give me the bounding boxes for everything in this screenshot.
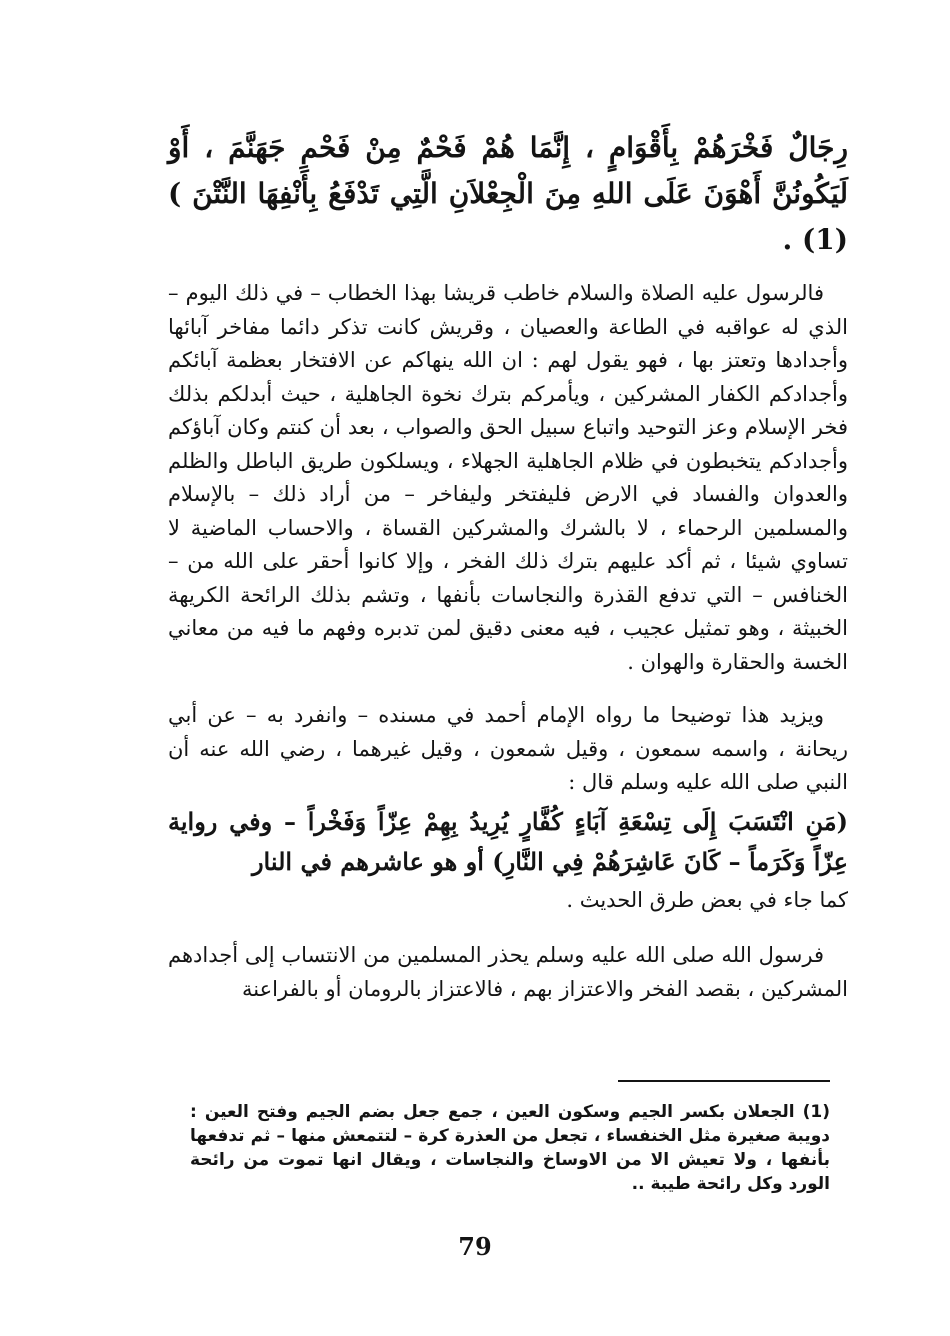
footnote: [190, 1100, 830, 1196]
page-number: 79: [458, 1232, 492, 1261]
closing-paragraph: فرسول الله صلى الله عليه وسلم يحذر المسلمين من الانتساب إلى أجدادهم المشركين ، بقصد الفخر والاعتزاز بهم ، فالاعتزاز بالرومان أو بالفراعنة: [168, 943, 848, 1001]
quran-verse: رِجَالٌ فَخْرَهُمْ بِأَقْوَامٍ ، إِنَّمَا هُمْ فَحْمٌ مِنْ فَحْمِ جَهَنَّمَ ، أَوْ لَيَكُونُنَّ أَهْوَنَ عَلَى اللهِ مِنَ الْجِعْلاَنِ الَّتِي تَدْفَعُ بِأَنْفِهَا النَّتْنَ )(1) .: [168, 131, 848, 256]
footnote-text: الجعلان بكسر الجيم وسكون العين ، جمع جعل بضم الجيم وفتح العين : دويبة صغيرة مثل الخنفساء ، تجعل من العذرة كرة – لتتمعش منها – ثم تدفعها بأنفها ، ولا تعيش الا من الاوساخ والنجاسات ، ويقال انها تموت من رائحة الورد وكل رائحة طيبة ..: [190, 1102, 830, 1194]
paragraph-1: فالرسول عليه الصلاة والسلام خاطب قريشا بهذا الخطاب – في ذلك اليوم – الذي له عواقبه في الطاعة والعصيان ، وقريش كانت تذكر دائما مفاخر آبائها وأجدادها وتعتز بها ، فهو يقول لهم : ان الله ينهاكم عن الافتخار بعظمة آبائكم وأجدادكم الكفار المشركين ، ويأمركم بترك نخوة الجاهلية ، حيث أبدلكم بذلك فخر الإسلام وعز التوحيد واتباع سبيل الحق والصواب ، بعد أن كنتم وكان آباؤكم وأجدادكم يتخبطون في ظلام الجاهلية الجهلاء ، ويسلكون طريق الباطل والظلم والعدوان والفساد في الارض فليفتخر وليفاخر – من أراد ذلك – بالإسلام والمسلمين الرحماء ، لا بالشرك والمشركين القساة ، والاحساب الماضية لا تساوي شيئا ، ثم أكد عليهم بترك ذلك الفخر ، وإلا كانوا أحقر على الله من – الخنافس – التي تدفع القذرة والنجاسات بأنفها ، وتشم بذلك الرائحة الكريهة الخبيثة ، وهو تمثيل عجيب ، فيه معنى دقيق لمن تدبره وفهم ما فيه من معاني الخسة والحقارة والهوان .: [168, 281, 848, 674]
hadith-quote: (مَنِ انْتَسَبَ إِلَى تِسْعَةِ آبَاءٍ كُفَّارٍ يُرِيدُ بِهِمْ عِزّاً وَفَخْراً – وفي رواية عِزّاً وَكَرَماً – كَانَ عَاشِرَهُمْ فِي النَّارِ) أو هو عاشرهم في النار: [168, 806, 848, 876]
page-body: [168, 125, 848, 1006]
footnote-divider: [618, 1080, 830, 1082]
hadith-tail: كما جاء في بعض طرق الحديث .: [566, 887, 848, 912]
paragraph-2: ويزيد هذا توضيحا ما رواه الإمام أحمد في مسنده – وانفرد به – عن أبي ريحانة ، واسمه سمعون ، وقيل شمعون ، وقيل غيرهما ، رضي الله عنه أن النبي صلى الله عليه وسلم قال :: [168, 703, 848, 794]
footnote-marker: (1): [802, 1102, 830, 1122]
